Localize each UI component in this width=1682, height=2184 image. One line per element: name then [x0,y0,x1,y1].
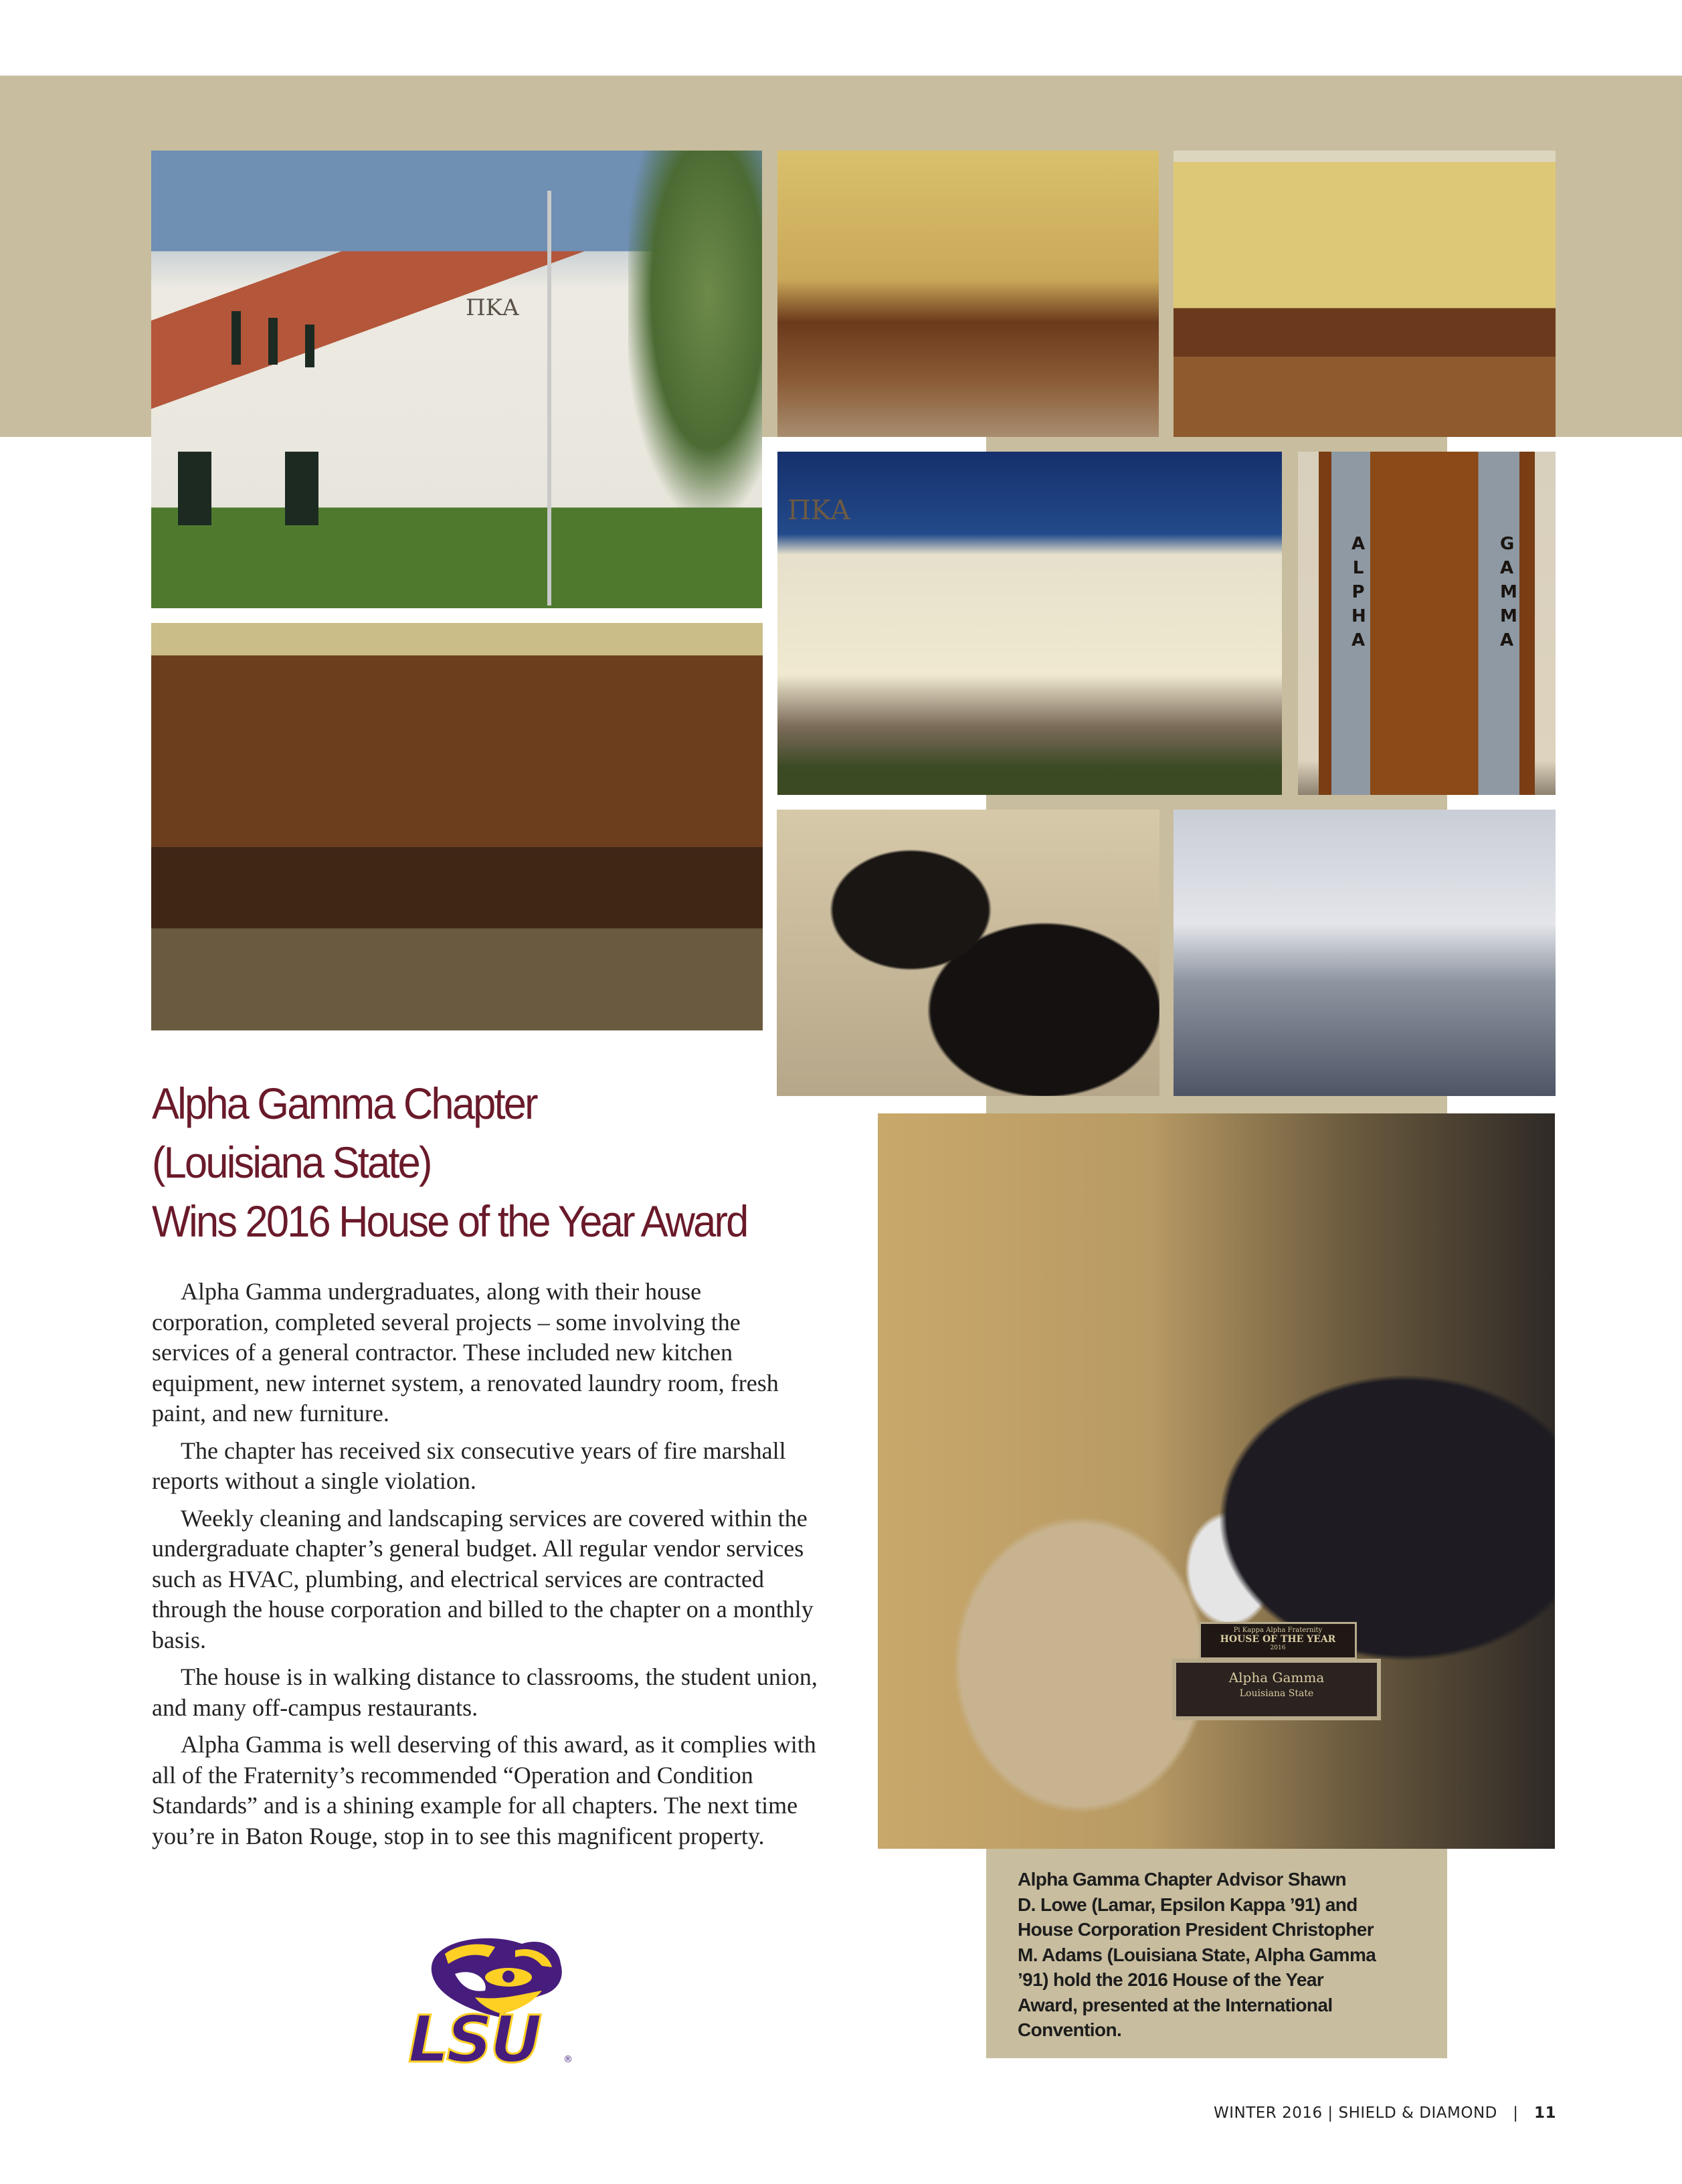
headline-line-1: Alpha Gamma Chapter [152,1079,537,1128]
caption-line: House Corporation President Christopher [1018,1919,1374,1940]
page-number: 11 [1533,2104,1556,2122]
trees [628,151,762,512]
caption-line: ’91) hold the 2016 House of the Year [1018,1969,1324,1990]
flagpole [547,191,551,606]
paragraph: Alpha Gamma is well deserving of this award, as it complies with all of the Fraternity’s recommended “Operation and Condition Standards” and is a shining example for all chapters. The next time you’re in Baton Rouge, stop in to see this magnificent property. [152,1731,816,1849]
issue-label: WINTER 2016 | SHIELD & DIAMOND [1213,2104,1497,2122]
paragraph: Weekly cleaning and landscaping services are covered within the undergraduate chapter’s general budget. All regular vendor services such as HVAC, plumbing, and electrical services are contracted through the house corporation and billed to the chapter on a monthly basis. [152,1504,814,1653]
photo-caption [986,1849,1447,2058]
lsu-logo [408,1927,575,2077]
library-photo [151,623,763,1030]
caption-line: D. Lowe (Lamar, Epsilon Kappa ’91) and [1018,1894,1358,1915]
caption-line: Award, presented at the International [1018,1994,1333,2015]
article-headline [152,1074,899,1251]
caption-line: Convention. [1018,2019,1122,2040]
study-room-photo-2 [1174,151,1556,437]
alpha-gamma-door-photo [1298,452,1556,795]
pediment-letters: ΠΚΑ [787,495,850,526]
house-exterior-photo [151,151,762,608]
page-footer [1214,2104,1556,2122]
trophy-plate-large: Alpha Gamma Louisiana State [1172,1659,1381,1720]
door-panel-right-text: GAMMA [1500,534,1517,650]
living-room-photo [777,810,1159,1096]
paragraph: The chapter has received six consecutive years of fire marshall reports without a single violation. [152,1437,786,1494]
registered-mark: ® [563,2054,573,2065]
article-body [152,1277,821,1858]
study-room-photo-1 [777,151,1159,437]
headline-line-2: (Louisiana State) [152,1138,431,1187]
footer-separator: | [1513,2104,1519,2122]
pediment-letters: ΠΚΑ [466,294,519,321]
kitchen-photo [1174,810,1556,1096]
paragraph: Alpha Gamma undergraduates, along with their house corporation, completed several projects – some involving the services of a general contractor. These included new kitchen equipment, new internet system, a renovated laundry room, fresh paint, and new furniture. [152,1278,779,1427]
trophy-plate-small: Pi Kappa Alpha Fraternity HOUSE OF THE YEAR 2016 [1199,1622,1357,1659]
door-panel-left-text: ALPHA [1351,534,1366,650]
caption-line: Alpha Gamma Chapter Advisor Shawn [1018,1869,1347,1890]
caption-line: M. Adams (Louisiana State, Alpha Gamma [1018,1944,1376,1965]
paragraph: The house is in walking distance to classrooms, the student union, and many off-campus restaurants. [152,1663,818,1721]
lsu-wordmark: LSU [408,2002,540,2077]
headline-line-3: Wins 2016 House of the Year Award [152,1196,747,1246]
night-group-photo [777,452,1282,795]
award-photo [878,1113,1555,1849]
